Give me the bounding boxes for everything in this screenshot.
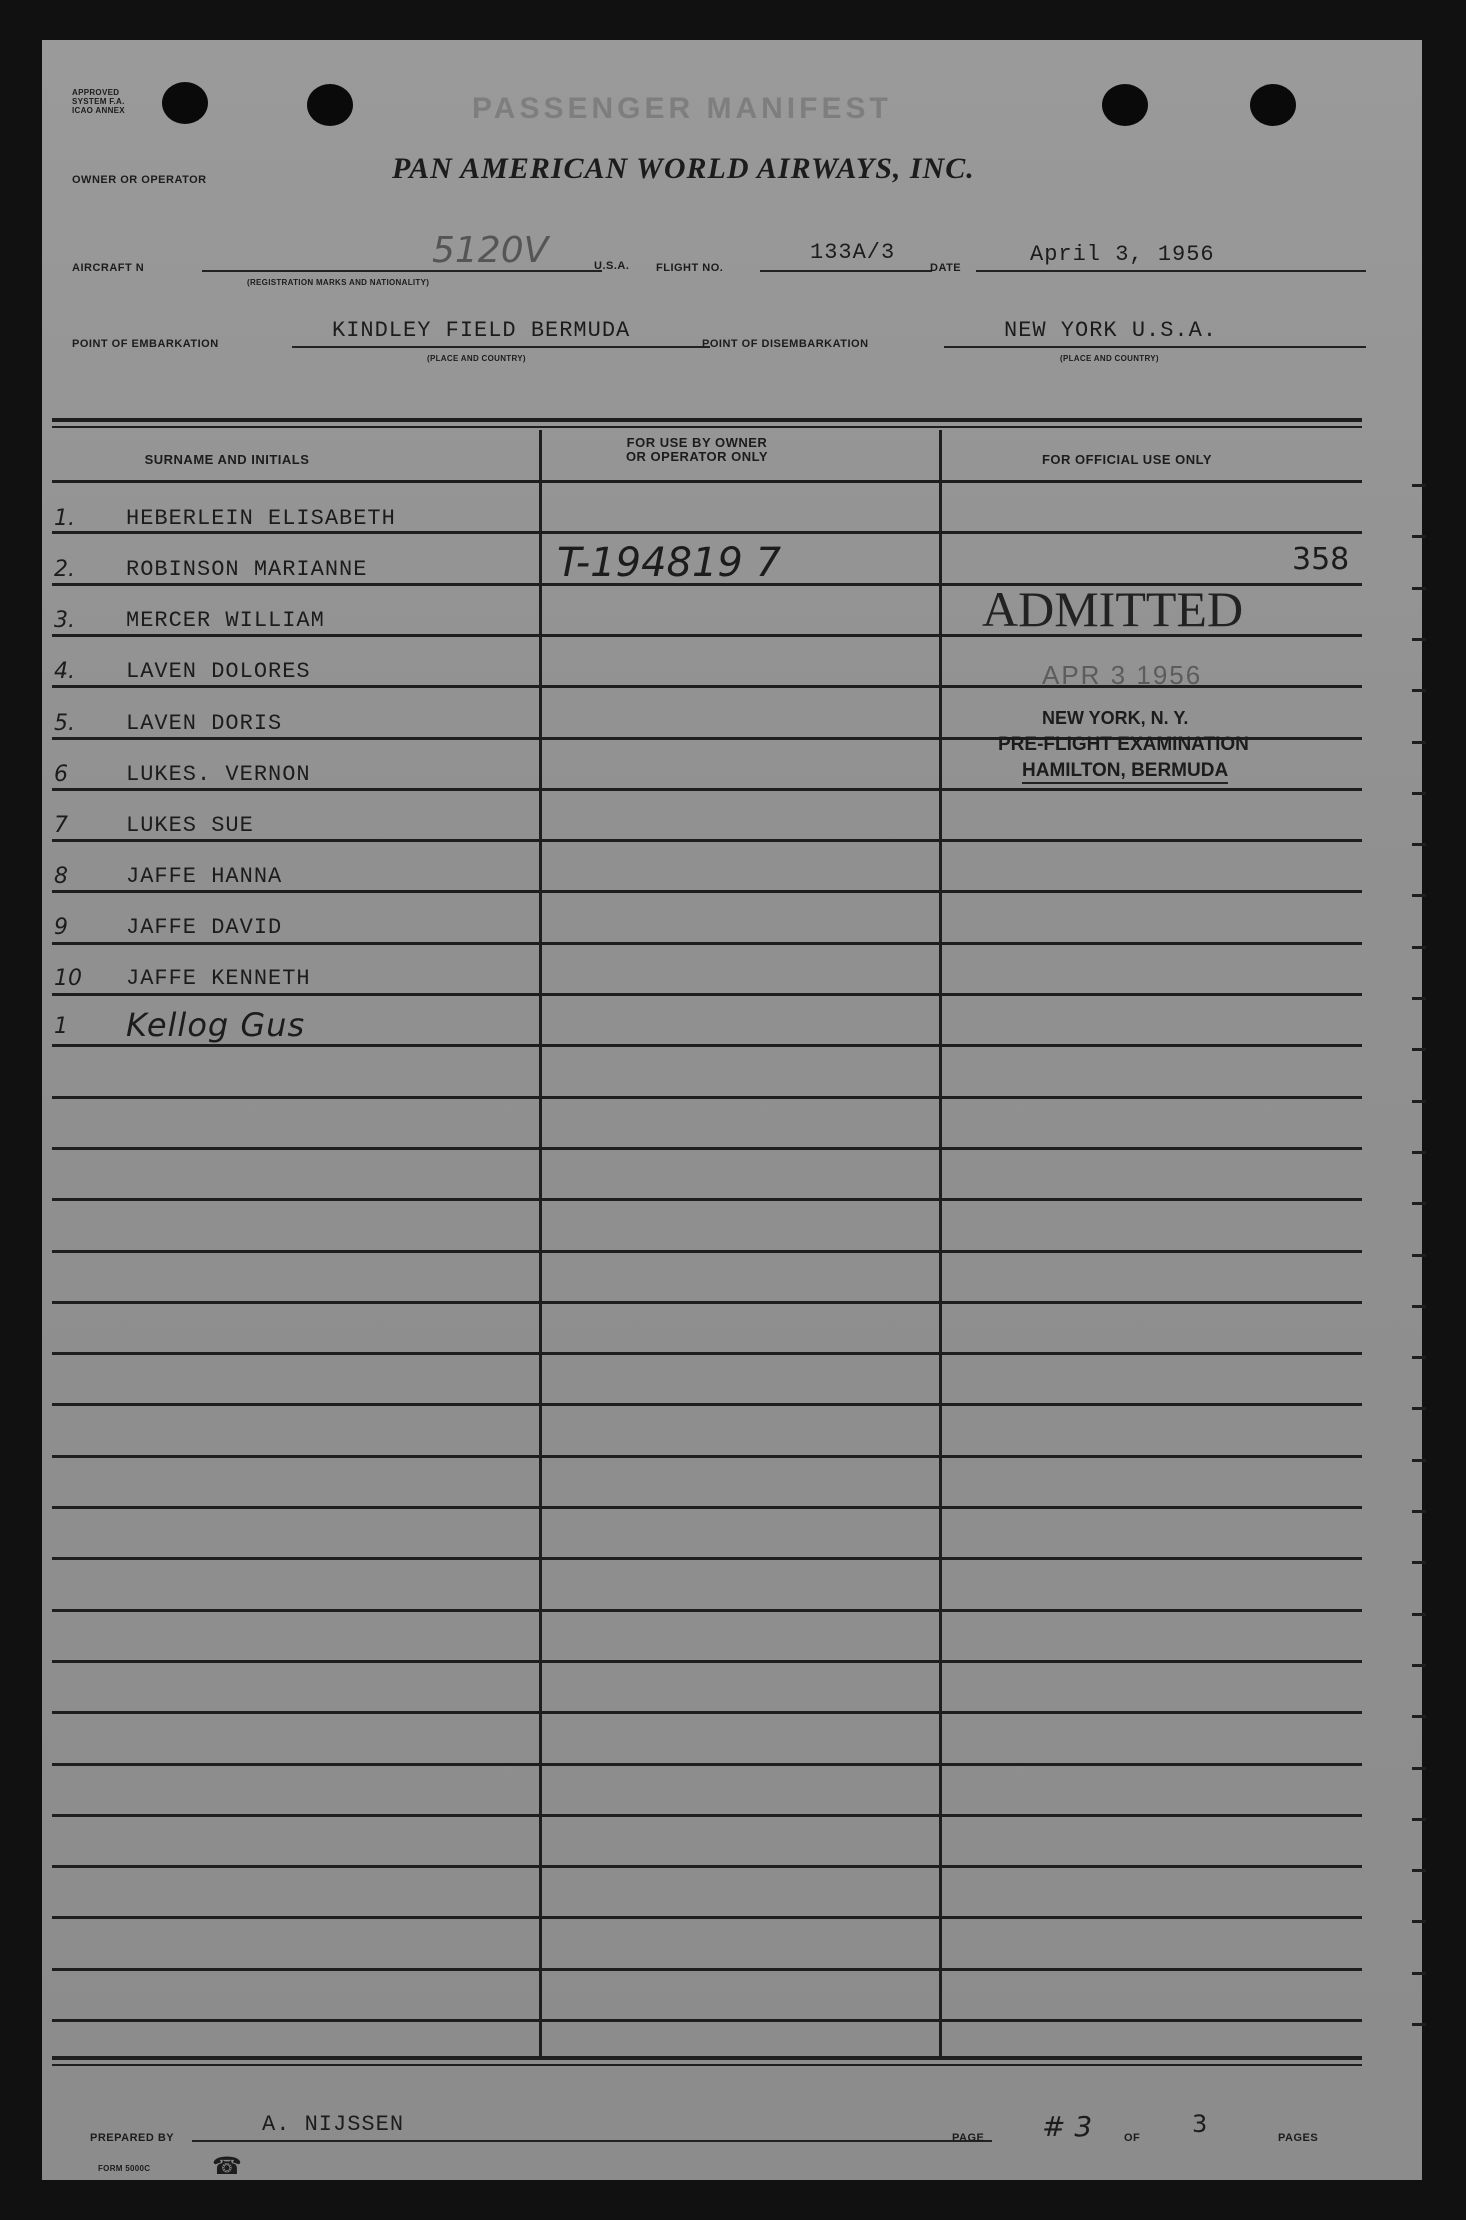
- page-label: PAGE: [952, 2132, 985, 2144]
- row-tick: [1412, 1202, 1426, 1205]
- row-rule: [52, 1455, 1362, 1458]
- table-bottom-rule: [52, 2056, 1362, 2060]
- stamp-exam: PRE-FLIGHT EXAMINATION: [998, 734, 1249, 755]
- disembark-label: POINT OF DISEMBARKATION: [702, 338, 869, 350]
- row-tick: [1412, 1869, 1426, 1872]
- passenger-name: JAFFE DAVID: [126, 915, 283, 940]
- date-underline: [976, 270, 1366, 272]
- row-rule: [52, 2019, 1362, 2022]
- approval-line: SYSTEM F.A.: [72, 97, 125, 106]
- of-label: OF: [1124, 2132, 1141, 2144]
- page-value: # 3: [1042, 2110, 1093, 2143]
- stamp-admitted: ADMITTED: [982, 581, 1244, 637]
- passenger-number: 6: [54, 762, 68, 787]
- punch-hole: [1102, 84, 1148, 126]
- row-tick: [1412, 792, 1426, 795]
- aircraft-suffix: U.S.A.: [594, 260, 630, 272]
- stamp-date: APR 3 1956: [1042, 660, 1203, 690]
- row-tick: [1412, 1305, 1426, 1308]
- passenger-name: JAFFE KENNETH: [126, 966, 311, 991]
- owner-note: T-194819 7: [557, 540, 782, 586]
- form-title: PASSENGER MANIFEST: [472, 92, 892, 125]
- disembark-sublabel: (PLACE AND COUNTRY): [1060, 354, 1159, 363]
- flight-value: 133A/3: [810, 240, 896, 265]
- row-tick: [1412, 1356, 1426, 1359]
- embark-value: KINDLEY FIELD BERMUDA: [332, 318, 631, 343]
- row-rule: [52, 1557, 1362, 1560]
- row-tick: [1412, 997, 1426, 1000]
- row-tick: [1412, 741, 1426, 744]
- row-rule: [52, 480, 1362, 483]
- row-rule: [52, 1250, 1362, 1253]
- row-rule: [52, 1660, 1362, 1663]
- row-rule: [52, 1968, 1362, 1971]
- row-rule: [52, 1916, 1362, 1919]
- flight-underline: [760, 270, 932, 272]
- prepared-value: A. NIJSSEN: [262, 2112, 405, 2137]
- passenger-name: LAVEN DOLORES: [126, 659, 311, 684]
- row-rule: [52, 1352, 1362, 1355]
- column-divider: [539, 430, 542, 2056]
- row-tick: [1412, 1407, 1426, 1410]
- embark-sublabel: (PLACE AND COUNTRY): [427, 354, 526, 363]
- passenger-number: 8: [54, 864, 68, 889]
- embark-underline: [292, 346, 710, 348]
- passenger-number: 7: [54, 813, 68, 838]
- row-tick: [1412, 946, 1426, 949]
- row-rule: [52, 1044, 1362, 1047]
- row-rule: [52, 1711, 1362, 1714]
- row-tick: [1412, 1818, 1426, 1821]
- passenger-number: 3.: [54, 608, 75, 633]
- punch-hole: [1250, 84, 1296, 126]
- row-rule: [52, 1403, 1362, 1406]
- disembark-underline: [944, 346, 1366, 348]
- row-tick: [1412, 1972, 1426, 1975]
- row-tick: [1412, 1100, 1426, 1103]
- passenger-name: HEBERLEIN ELISABETH: [126, 506, 396, 531]
- row-tick: [1412, 894, 1426, 897]
- stamp-place: NEW YORK, N. Y.: [1042, 708, 1189, 728]
- table-bottom-rule: [52, 2064, 1362, 2066]
- owner-value: PAN AMERICAN WORLD AIRWAYS, INC.: [392, 152, 975, 185]
- row-rule: [52, 1865, 1362, 1868]
- row-rule: [52, 531, 1362, 534]
- row-rule: [52, 1147, 1362, 1150]
- punch-hole: [162, 82, 208, 124]
- embark-label: POINT OF EMBARKATION: [72, 338, 219, 350]
- passenger-name: ROBINSON MARIANNE: [126, 557, 368, 582]
- flight-label: FLIGHT NO.: [656, 262, 724, 274]
- row-tick: [1412, 1561, 1426, 1564]
- row-tick: [1412, 638, 1426, 641]
- row-rule: [52, 788, 1362, 791]
- row-rule: [52, 1763, 1362, 1766]
- aircraft-label: AIRCRAFT N: [72, 262, 145, 274]
- owner-label: OWNER OR OPERATOR: [72, 174, 207, 186]
- official-column-header: FOR OFFICIAL USE ONLY: [1041, 452, 1213, 467]
- row-rule: [52, 1198, 1362, 1201]
- passenger-name: JAFFE HANNA: [126, 864, 283, 889]
- prepared-underline: [192, 2140, 992, 2142]
- row-tick: [1412, 1664, 1426, 1667]
- row-rule: [52, 890, 1362, 893]
- passenger-number: 9: [54, 915, 68, 940]
- row-tick: [1412, 1151, 1426, 1154]
- passenger-number: 10: [54, 966, 82, 991]
- pages-label: PAGES: [1278, 2132, 1319, 2144]
- passenger-number: 5.: [54, 711, 75, 736]
- row-rule: [52, 993, 1362, 996]
- row-tick: [1412, 1048, 1426, 1051]
- passenger-name-handwritten: Kellog Gus: [126, 1006, 306, 1044]
- surname-column-header: SURNAME AND INITIALS: [144, 452, 310, 467]
- of-value: 3: [1192, 2110, 1208, 2138]
- passenger-name: MERCER WILLIAM: [126, 608, 325, 633]
- approval-line: ICAO ANNEX: [72, 106, 125, 115]
- date-value: April 3, 1956: [1030, 242, 1215, 267]
- row-rule: [52, 1506, 1362, 1509]
- disembark-value: NEW YORK U.S.A.: [1004, 318, 1218, 343]
- row-tick: [1412, 2023, 1426, 2026]
- row-rule: [52, 942, 1362, 945]
- row-tick: [1412, 1510, 1426, 1513]
- manifest-sheet: [42, 40, 1422, 2180]
- passenger-number: 2.: [54, 557, 75, 582]
- row-rule: [52, 1096, 1362, 1099]
- telephone-icon: ☎: [212, 2153, 242, 2180]
- row-tick: [1412, 843, 1426, 846]
- table-top-rule: [52, 426, 1362, 428]
- margin-number: 358: [1292, 542, 1350, 577]
- passenger-number: 4.: [54, 659, 75, 684]
- row-tick: [1412, 1767, 1426, 1770]
- table-top-rule: [52, 418, 1362, 422]
- passenger-name: LUKES SUE: [126, 813, 254, 838]
- row-tick: [1412, 1254, 1426, 1257]
- approval-line: APPROVED: [72, 88, 120, 97]
- column-divider: [939, 430, 942, 2056]
- passenger-name: LUKES. VERNON: [126, 762, 311, 787]
- approval-block: [72, 88, 125, 115]
- stamp-location: HAMILTON, BERMUDA: [1022, 760, 1228, 784]
- row-tick: [1412, 1715, 1426, 1718]
- aircraft-value: 5120V: [432, 230, 549, 271]
- aircraft-sublabel: (REGISTRATION MARKS AND NATIONALITY): [247, 278, 430, 287]
- prepared-label: PREPARED BY: [90, 2132, 175, 2144]
- row-tick: [1412, 1920, 1426, 1923]
- form-code: FORM 5000C: [98, 2164, 151, 2173]
- passenger-number: 1.: [54, 506, 75, 531]
- date-label: DATE: [930, 262, 962, 274]
- passenger-name: LAVEN DORIS: [126, 711, 283, 736]
- punch-hole: [307, 84, 353, 126]
- row-rule: [52, 1609, 1362, 1612]
- row-rule: [52, 839, 1362, 842]
- row-tick: [1412, 587, 1426, 590]
- owner-column-header: FOR USE BY OWNER OR OPERATOR ONLY: [625, 435, 769, 464]
- row-tick: [1412, 484, 1426, 487]
- row-tick: [1412, 1613, 1426, 1616]
- row-tick: [1412, 535, 1426, 538]
- row-tick: [1412, 1459, 1426, 1462]
- passenger-number: 1: [54, 1014, 68, 1039]
- row-rule: [52, 1814, 1362, 1817]
- row-tick: [1412, 689, 1426, 692]
- row-rule: [52, 1301, 1362, 1304]
